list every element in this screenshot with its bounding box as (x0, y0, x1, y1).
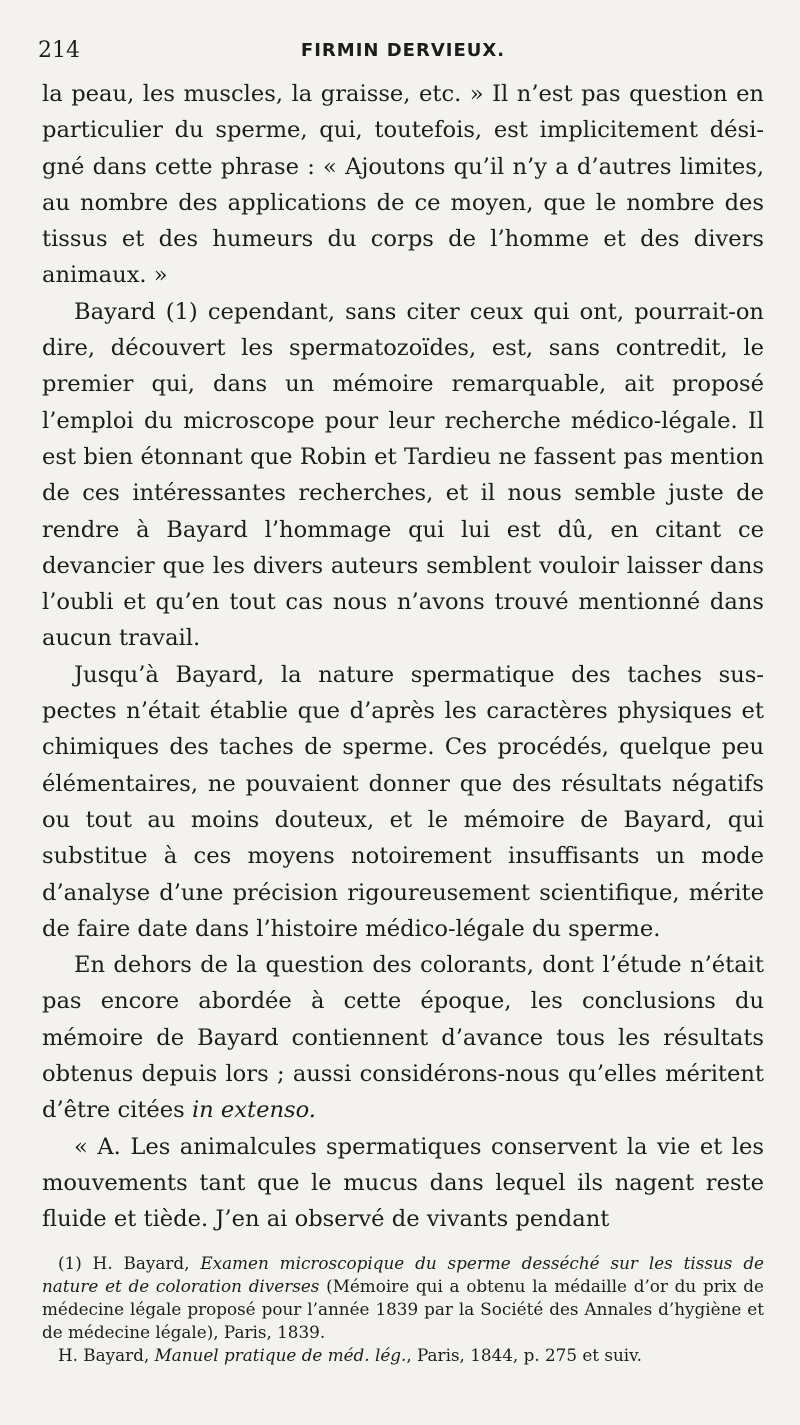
footnote-1-rest: (Mémoire qui a obtenu la médaille d’or du prix de médecine légale proposé pour l’année 1839 par la Société des Annales d’hygiène et de médecine légale), Paris, 1839. (42, 1275, 764, 1342)
running-head: FIRMIN DERVIEUX. (300, 40, 506, 61)
footnote-1-title: Examen microscopique du sperme desséché sur les tissus de nature et de coloration diverses (42, 1252, 764, 1296)
paragraph-1: la peau, les muscles, la graisse, etc. » Il n’est pas question en particulier du sperme, qui, toutefois, est implicitement désigné dans cette phrase : « Ajoutons qu’il n’y a d’autres limites, au nombre des applications de ce moyen, que le nombre des tissus et des humeurs du corps de l’homme et des divers animaux. » (42, 81, 764, 289)
footnote-2-title: Manuel pratique de méd. lég. (154, 1344, 407, 1365)
footnote-2 (42, 1344, 764, 1367)
page-number: 214 (38, 38, 80, 63)
body-text (42, 76, 764, 1238)
paragraph-4-italic: in extenso. (191, 1097, 316, 1124)
paragraph-5: « A. Les animalcules spermatiques conservent la vie et les mouvements tant que le mucus dans lequel ils nagent reste fluide et tiède. J’en ai observé de vivants pendant (42, 1133, 764, 1233)
page-header (38, 34, 764, 70)
paragraph-3: Jusqu’à Bayard, la nature spermatique des taches suspectes n’était établie que d’après les caractères physiques et chimiques des taches de sperme. Ces procédés, quelque peu élémentaires, ne pouvaient donner que des résultats négatifs ou tout au moins douteux, et le mémoire de Bayard, qui substitue à ces moyens notoirement insuffisants un mode d’analyse d’une précision rigoureusement scientifique, mérite de faire date dans l’histoire médico-légale du sperme. (42, 661, 764, 942)
paragraph-2: Bayard (1) cependant, sans citer ceux qui ont, pourrait-on dire, découvert les spermatozoïdes, est, sans contredit, le premier qui, dans un mémoire remarquable, ait proposé l’emploi du microscope pour leur recherche médico-légale. Il est bien étonnant que Robin et Tardieu ne fassent pas mention de ces intéressantes recherches, et il nous semble juste de rendre à Bayard l’hommage qui lui est dû, en citant ce devancier que les divers auteurs semblent vouloir laisser dans l’oubli et qu’en tout cas nous n’avons trouvé mentionné dans aucun travail. (42, 298, 764, 652)
footnote-2-rest: , Paris, 1844, p. 275 et suiv. (406, 1344, 642, 1365)
footnote-1-prefix: (1) H. Bayard, (58, 1252, 201, 1273)
footnote-1 (42, 1252, 764, 1344)
paragraph-4 (42, 947, 764, 1128)
footnote-2-prefix: H. Bayard, (58, 1344, 155, 1365)
paragraph-4-text: En dehors de la question des colorants, dont l’étude n’était pas encore abordée à cette époque, les conclusions du mémoire de Bayard contiennent d’avance tous les résultats obtenus depuis lors ; aussi considérons-nous qu’elles méritent d’être citées (42, 952, 764, 1124)
footnotes (42, 1252, 764, 1367)
